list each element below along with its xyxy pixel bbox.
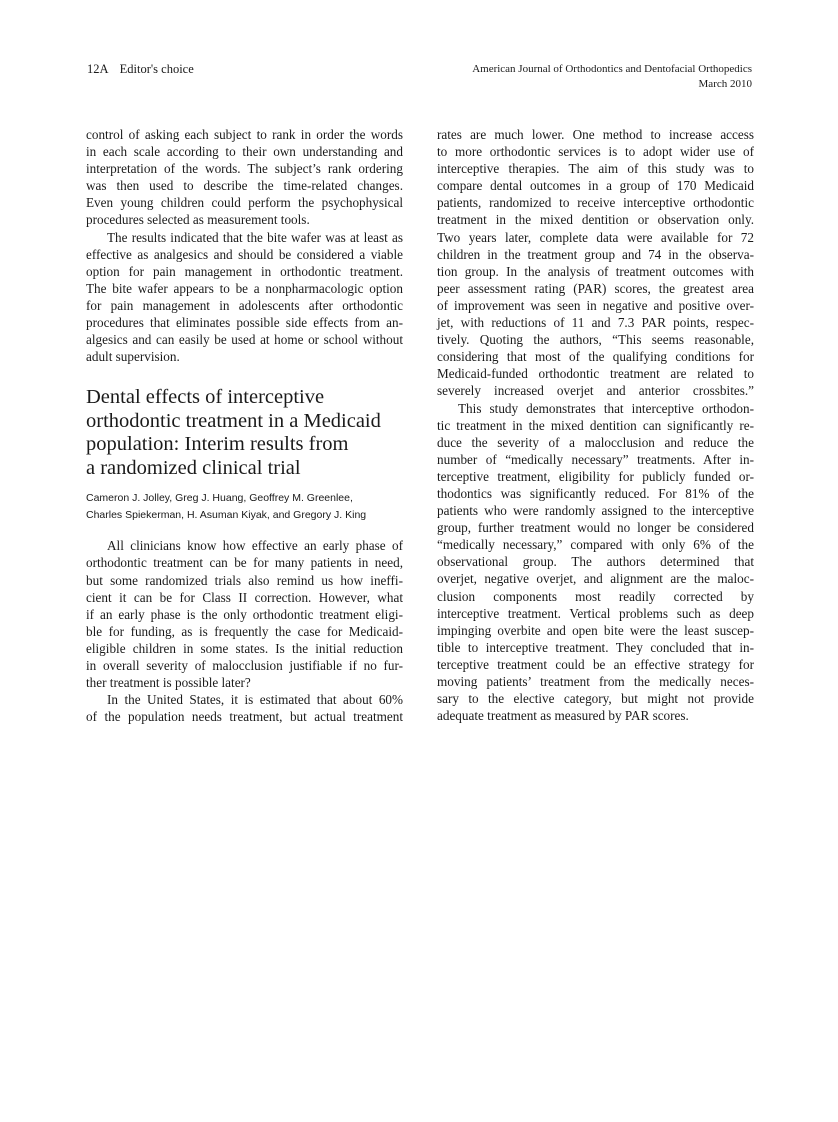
journal-name: American Journal of Orthodontics and Dentofacial Orthopedics	[472, 63, 752, 75]
text-line: compare dental outcomes in a group of 170 Medicaid	[437, 178, 754, 194]
article-title	[86, 386, 403, 480]
text-line: cient it can be for Class II correction. However, what	[86, 589, 403, 605]
text-line: but some randomized trials also remind us how ineffi-	[86, 572, 403, 588]
section-name: Editor's choice	[119, 62, 194, 76]
text-line: ther treatment is possible later?	[86, 675, 251, 691]
paragraph	[86, 537, 403, 691]
text-line: a randomized clinical trial	[86, 456, 301, 479]
text-line: eligible children in some states. Is the initial reduction	[86, 640, 403, 656]
text-line: Even young children could perform the psychophysical	[86, 195, 403, 211]
text-line: option for pain management in orthodontic treatment.	[86, 263, 403, 279]
paragraph	[86, 229, 403, 366]
text-line: in overall severity of malocclusion justifiable if no fur-	[86, 657, 403, 673]
text-line: algesics and can easily be used at home or school without	[86, 332, 403, 348]
text-line: In the United States, it is estimated that about 60%	[107, 692, 403, 708]
text-line: overjet, negative overjet, and alignment are the maloc-	[437, 571, 754, 587]
text-line: All clinicians know how effective an early phase of	[107, 538, 403, 554]
text-line: of the population needs treatment, but actual treatment	[86, 709, 403, 725]
text-line: was then used to describe the time-related changes.	[86, 178, 403, 194]
text-line: treatment in the mixed dentition or observation only.	[437, 212, 754, 228]
text-line: The bite wafer appears to be a nonpharmacologic option	[86, 280, 403, 296]
text-line: Dental effects of interceptive	[86, 386, 325, 409]
text-line: jet, with reductions of 11 and 7.3 PAR points, respec-	[437, 315, 754, 331]
text-line: clusion components most readily corrected by	[437, 588, 754, 604]
article-authors	[86, 490, 403, 524]
text-line: tic treatment in the mixed dentition can significantly re-	[437, 417, 754, 433]
text-line: interceptive treatment. Vertical problems such as deep	[437, 605, 754, 621]
right-column	[437, 126, 754, 724]
text-line: interpretation of the words. The subject’s rank ordering	[86, 161, 403, 177]
text-line: terceptive treatment could be an effective strategy for	[437, 656, 754, 672]
running-header-left	[87, 62, 194, 77]
paragraph	[437, 126, 754, 400]
text-line: interceptive therapies. The aim of this study was to	[437, 161, 754, 177]
text-line: duce the severity of a malocclusion and reduce the	[437, 434, 754, 450]
paragraph	[437, 400, 754, 725]
text-line: patients, randomized to receive interceptive orthodontic	[437, 195, 754, 211]
text-line: tion group. In the analysis of treatment outcomes with	[437, 263, 754, 279]
text-line: for pain management in adolescents after orthodontic	[86, 297, 403, 313]
text-line: of improvement was seen in negative and positive over-	[437, 297, 754, 313]
text-line: Two years later, complete data were available for 72	[437, 229, 754, 245]
text-line: group, further treatment would no longer be considered	[437, 520, 754, 536]
text-line: control of asking each subject to rank in order the words	[86, 127, 403, 142]
text-line: impinging overbite and open bite were the least suscep-	[437, 622, 754, 638]
text-line: effective as analgesics and should be considered a viable	[86, 246, 403, 262]
text-line: to more orthodontic services is to adopt wider use of	[437, 144, 754, 160]
text-line: This study demonstrates that interceptive orthodon-	[458, 400, 754, 416]
text-line: terceptive treatment, eligibility for publicly funded or-	[437, 468, 754, 484]
text-line: in each scale according to their own understanding and	[86, 144, 403, 160]
text-line: The results indicated that the bite wafer was at least as	[107, 229, 403, 245]
left-column	[86, 126, 403, 725]
text-line: Charles Spiekerman, H. Asuman Kiyak, and Gregory J. King	[86, 509, 367, 522]
text-line: adequate treatment as measured by PAR scores.	[437, 708, 689, 724]
text-line: observational group. The authors determined that	[437, 554, 754, 570]
text-line: thodontics was significantly reduced. For 81% of the	[437, 485, 754, 501]
text-line: sary to the elective category, but might not provide	[437, 691, 754, 707]
text-line: procedures that eliminates possible side effects from an-	[86, 315, 403, 331]
issue-date: March 2010	[698, 78, 752, 90]
text-line: severely increased overjet and anterior crossbites.”	[437, 383, 754, 399]
text-line: population: Interim results from	[86, 433, 349, 456]
text-line: considering that most of the qualifying conditions for	[437, 349, 754, 365]
text-line: tively. Quoting the authors, “This seems reasonable,	[437, 332, 754, 348]
text-line: “medically necessary,” compared with only 6% of the	[437, 537, 754, 553]
text-line: orthodontic treatment in a Medicaid	[86, 409, 381, 432]
paragraph	[86, 691, 403, 725]
paragraph	[86, 126, 403, 229]
text-line: procedures selected as measurement tools.	[86, 212, 310, 228]
text-line: adult supervision.	[86, 349, 180, 365]
text-line: if an early phase is the only orthodontic treatment eligi-	[86, 606, 403, 622]
text-line: peer assessment rating (PAR) scores, the greatest area	[437, 280, 754, 296]
text-line: moving patients’ treatment from the medically neces-	[437, 674, 754, 689]
text-line: Medicaid-funded orthodontic treatment are related to	[437, 366, 754, 382]
text-line: rates are much lower. One method to increase access	[437, 127, 754, 142]
text-line: ble for funding, as is frequently the case for Medicaid-	[86, 623, 403, 639]
text-line: Cameron J. Jolley, Greg J. Huang, Geoffrey M. Greenlee,	[86, 492, 353, 505]
text-line: orthodontic treatment can be for many patients in need,	[86, 555, 403, 571]
running-header-right	[472, 62, 752, 92]
text-line: tible to interceptive treatment. They concluded that in-	[437, 639, 754, 655]
text-line: number of “medically necessary” treatments. After in-	[437, 451, 754, 467]
page-number: 12A	[87, 62, 109, 76]
text-line: patients who were randomly assigned to the interceptive	[437, 503, 754, 519]
text-line: children in the treatment group and 74 in the observa-	[437, 246, 754, 262]
